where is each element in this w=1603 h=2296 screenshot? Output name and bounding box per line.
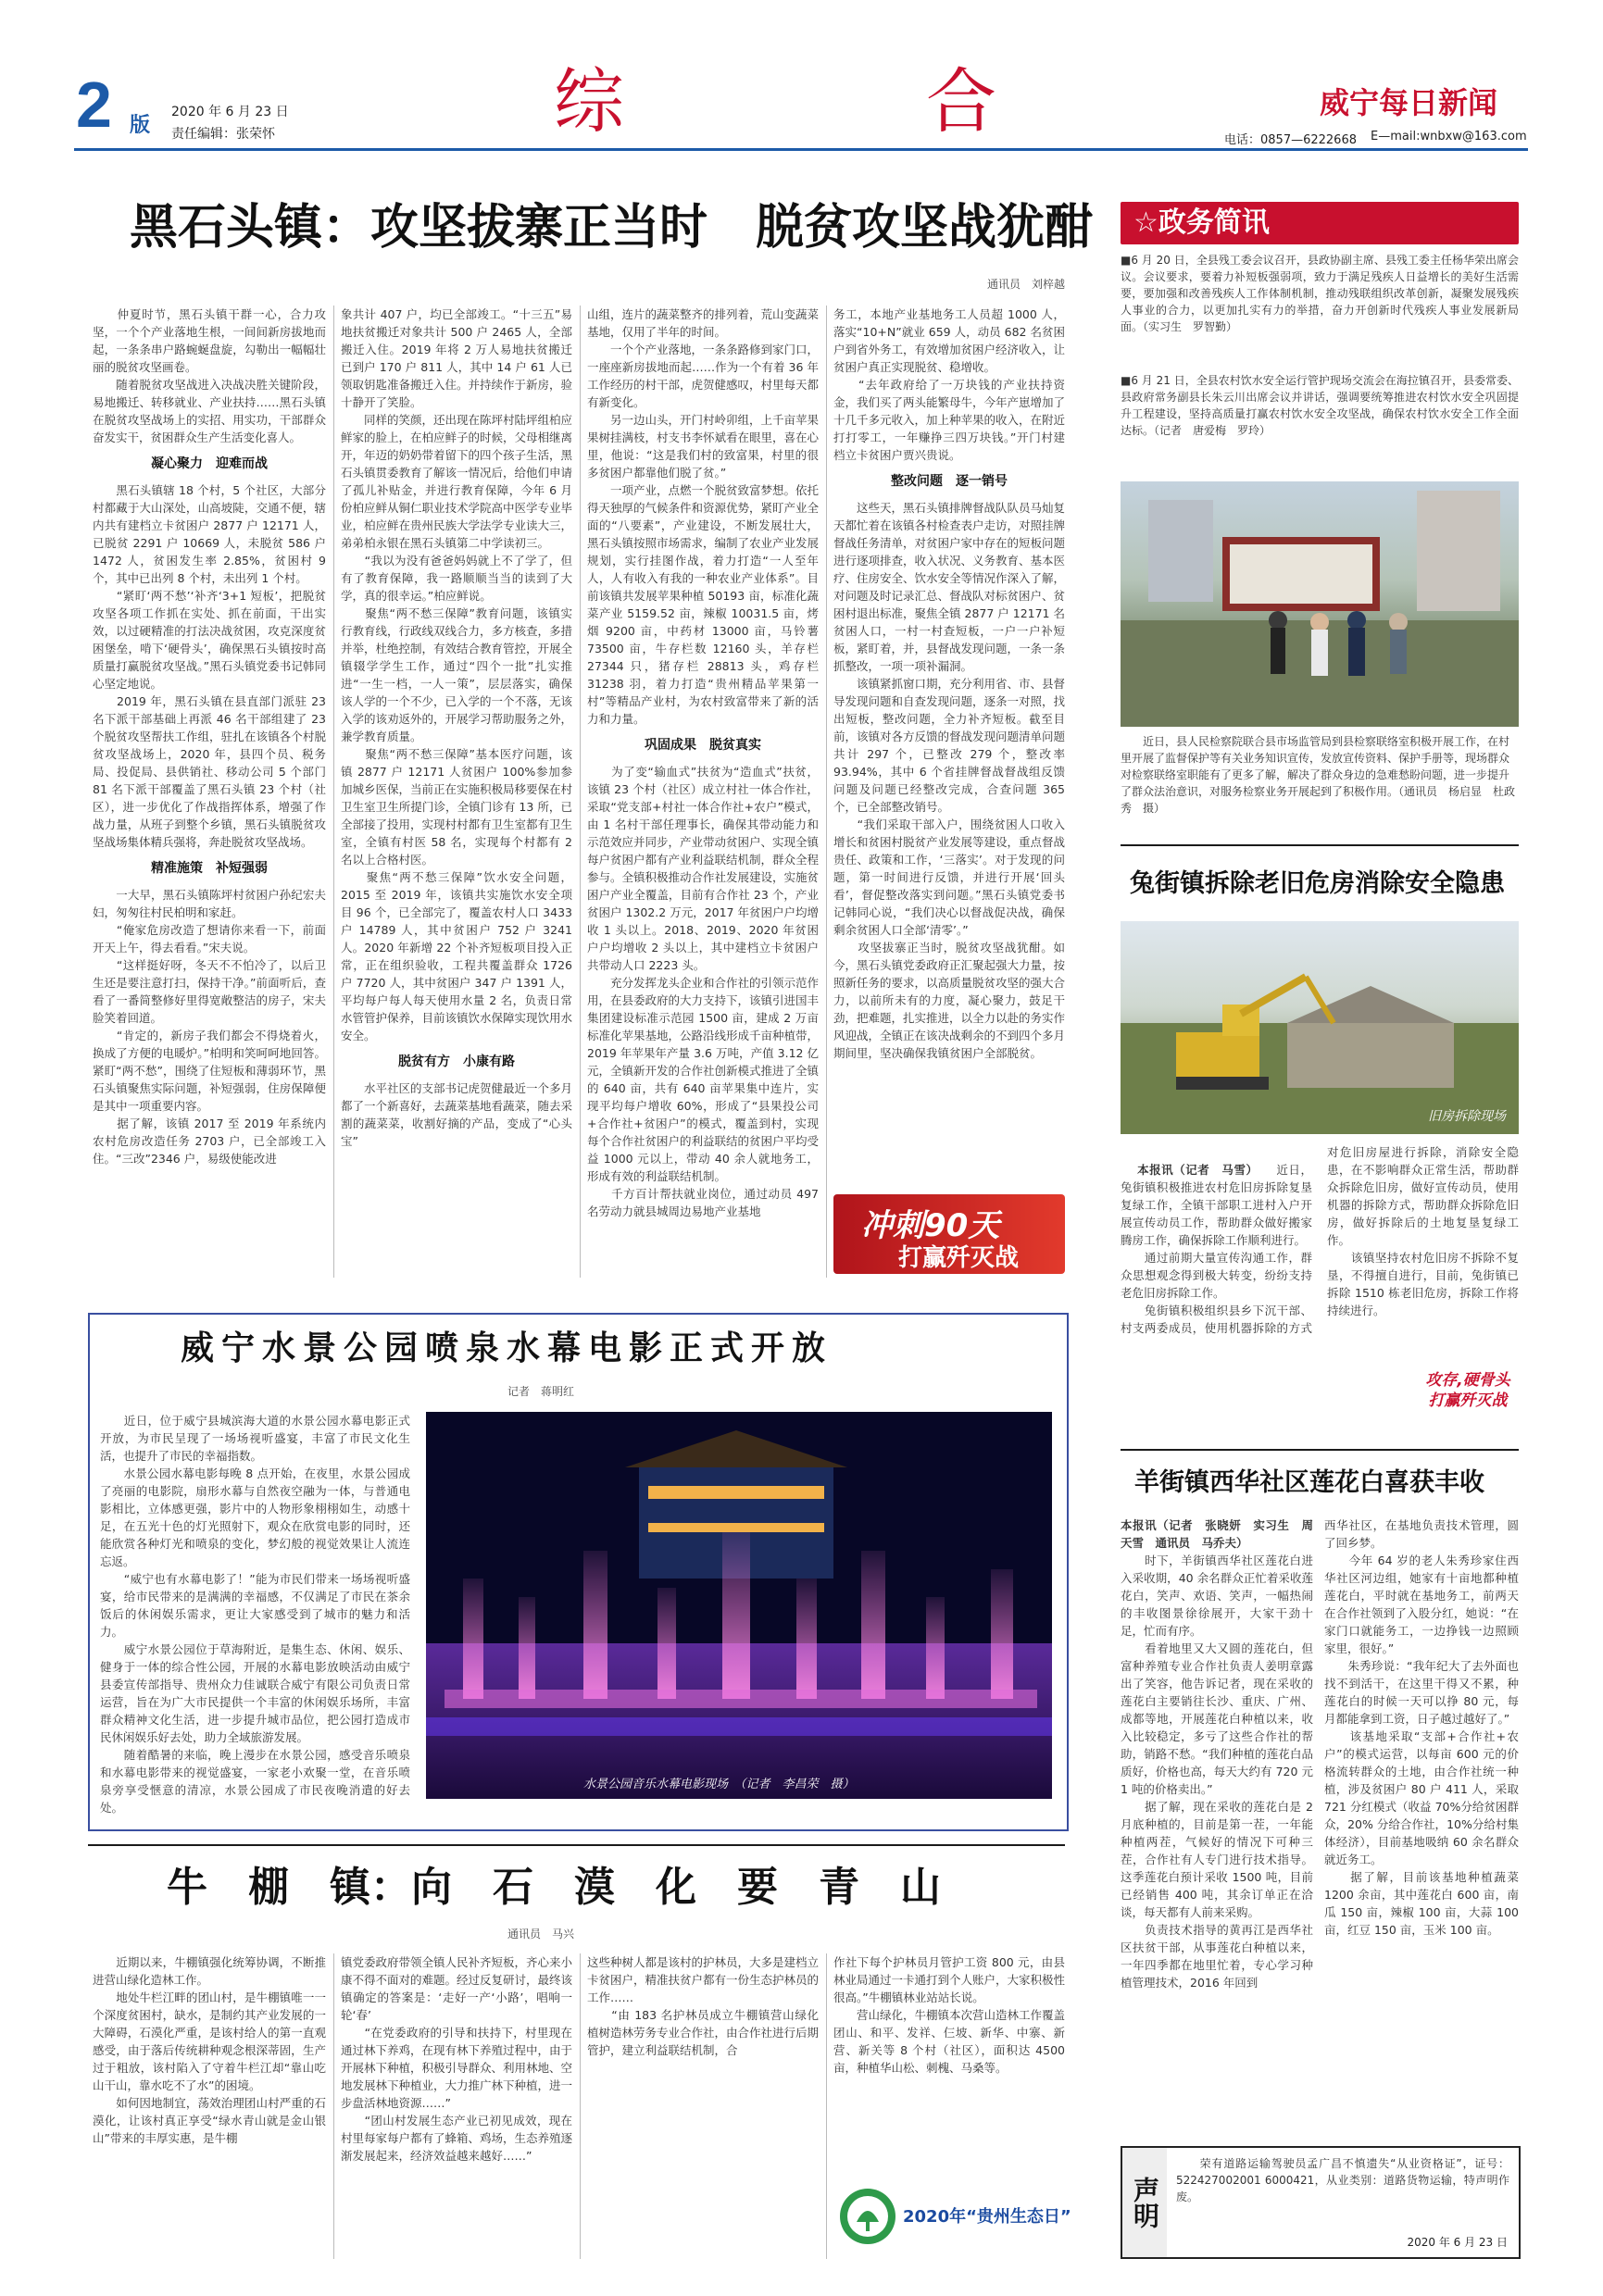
inspection-photo (1121, 481, 1519, 727)
news-brief-header (1121, 202, 1519, 244)
contact-email: E—mail:wnbxw@163.com (1371, 130, 1527, 144)
masthead-rule (74, 148, 1528, 151)
main-col3-tail: 为了变“输血式”扶贫为“造血式”扶贫，该镇 23 个村（社区）成立村社一体合作社，采取“党支部+村社一体合作社+农户”模式，由 1 名村干部任理事长，确保其带动能力和示范效应并同步，产业带动贫困户、实现全镇每户贫困户都有产业利益联结机制，群众全程参与。全镇积极推动合作社发展建设，实施贫困户产业全覆盖，目前有合作社 23 个，产业贫困户 1302.2 万元，2017 年贫困户户均增收 1 头以上。2018、2019、2020 年贫困户户均增收 2 头以上，其中建档立卡贫困户共带动人口 2223 头。 充分发挥龙头企业和合作社的引领示范作用，在县委政府的大力支持下，该镇引进国丰集团建设标准示范园 1500 亩，建成 2 万亩标准化苹果基地，公路沿线形成千亩种植带，2019 年苹果年产量 3.6 万吨，产值 3.12 亿元，全镇新开发的合作社创新模式推进了全镇的 640 亩，共有 640 亩苹果集中连片，实现平均每户增收 60%，形成了“县果投公司+合作社+贫困户”的模式，覆盖到村，实现每个合作社贫困户的利益联结的贫困户平均受益 1000 元以上，带动 40 余人就地务工，形成有效的利益联结机制。 千方百计帮扶就业岗位，通过动员 497 名劳动力就县城周边易地产业基地 (587, 765, 820, 1218)
section-title-left: 综 (554, 60, 624, 143)
banner-line2: 打赢歼灭战 (898, 1244, 1020, 1272)
lotus-headline: 羊街镇西华社区莲花白喜获丰收 (1134, 1468, 1484, 1497)
demolish-headline: 兔街镇拆除老旧危房消除安全隐患 (1130, 869, 1505, 898)
lotus-col-1 (1121, 1516, 1313, 2128)
main-col2-body: 象共计 407 户，均已全部竣工。“十三五”易地扶贫搬迁对象共计 500 户 2465 人，全部搬迁入住。2019 年将 2 万人易地扶贫搬迁已到户 170 户 811 人，其中 14 户 61 人已领取钥匙准备搬迁入住。并持续作于新房，验十静开了笑脸。 同样的笑颜，还出现在陈坪村陆坪组柏应鲜家的脸上，在柏应鲜子的时候，父母相继离开，年迈的奶奶带着留下的四个孩子生活，黑石头镇贯委教育了解该一情况后，给他们申请了孤儿补贴金，并进行教育保障，今年 6 月份柏应鲜从铜仁职业技术学院高中医学专业毕业，柏应鲜在贵州民族大学法学专业读大三，弟弟柏永银在黑石头镇第二中学读初三。 “我以为没有爸爸妈妈就上不了学了，但有了教育保障，我一路顺顺当当的读到了大学，真的很幸运。”柏应鲜说。 聚焦“两不愁三保障”教育问题，该镇实行教育线，行政线双线合力，多方核查，多措并举，杜绝控制，有效结合教育管控，开展全镇辍学学生工作，通过“四个一批”扎实推进“一生一档，一人一策”，层层落实，确保该人学的一个不少，已入学的一个不落，无该入学的该劝返外的，开展学习帮助服务之外，兼学教育质量。 聚焦“两不愁三保障”基本医疗问题，该镇 2877 户 12171 人贫困户 100%参加参加城乡医保，当前正在实施积极局移要保在村卫生室卫生所提门诊，全镇门诊有 13 所，已全部接了投用，实现村村都有卫生室都有卫生室，全镇有村医 58 名，实现每个村都有 2 名以上合格村医。 聚焦“两不愁三保障”饮水安全问题，2015 至 2019 年，该镇共实施饮水安全项目 96 个，已全部完了，覆盖农村人口 3433 户 14789 人，其中贫困户 752 户 3241 人。2020 年新增 22 个补齐短板项目投入正常，正在组织验收，工程共覆盖群众 1726 户 7720 人，其中贫困户 347 户 1391 人，平均每户每人每天使用水量 2 名，负责日常水管管护保养，目前该镇饮水保障实现饮用水安全。 (341, 307, 573, 1042)
main-intro: 仲夏时节，黑石头镇干群一心，合力攻坚，一个个产业落地生根，一间间新房拔地而起，一条条串户路蜿蜒盘旋，勾勒出一幅幅壮丽的脱贫攻坚画卷。 随着脱贫攻坚战进入决战决胜关键阶段，易地搬迁、转移就业、产业扶持……黑石头镇在脱贫攻坚战场上的实招、用实功，干部群众奋发实干，贫困群众生产生活变化喜人。 (93, 307, 326, 444)
niupeng-byline: 通讯员 马兴 (507, 1928, 574, 1940)
contact-phone: 电话：0857—6222668 (1224, 133, 1357, 147)
demolish-text: 近日，兔街镇积极推进农村危旧房拆除复垦复绿工作，全镇干部职工进村入户开展宣传动员工作，帮助群众做好搬家腾房工作，确保拆除工作顺利进行。 通过前期大量宣传沟通工作，群众思想观念得到极大转变，纷纷支持老危旧房拆除工作。 兔街镇积极组织县乡下沉干部、村支两委成员，使用机器拆除的方式对危旧房屋进行拆除，消除安全隐患，在不影响群众正常生活，帮助群众拆除危旧房，做好宣传动员，使用机器的拆除方式，帮助群众拆除危旧房，做好拆除后的土地复垦复绿工作。 该镇坚持农村危旧房不拆除不复垦，不得擅自进行，目前，兔街镇已拆除 1510 栋老旧危房，拆除工作将持续进行。 (1121, 1145, 1519, 1335)
main-col1-tail: 一大早，黑石头镇陈坪村贫困户孙纪宏夫妇，匆匆往村民柏明和家赶。 “俺家危房改造了想请你来看一下，前面开天上午，得去看看。”宋夫说。 “这样挺好呀，冬天不不怕冷了，以后卫生还是要注意打扫，保持干净。”前面听后，查看了一番简整修好里得宽敞整洁的房子，宋夫脸笑着回道。 “肯定的，新房子我们都会不得烧着火，换成了方便的电暖炉。”柏明和笑呵呵地回答。紧盯“两不愁”，围绕了住短板和薄弱环节，黑石头镇聚焦实际问题，补短强弱，住房保障便是其中一项重要内容。 据了解，该镇 2017 至 2019 年系统内农村危房改造任务 2703 户，已全部竣工入住。“三改”2346 户，易级使能改进 (93, 888, 326, 1166)
eco-day-emblem-icon (838, 2187, 897, 2246)
main-sub-3: 脱贫有方 小康有路 (398, 1054, 515, 1069)
section-title-right: 合 (926, 60, 996, 143)
fountain-photo-art (426, 1412, 1052, 1799)
statement-title: 声明 (1122, 2148, 1167, 2257)
sprint-banner (833, 1194, 1065, 1274)
niupeng-col-3: 这些种树人都是该村的护林员，大多是建档立卡贫困户，精准扶贫户都有一份生态护林员的工作…… “由 183 名护林员成立牛棚镇营山绿化植树造林劳务专业合作社，由合作社进行后期管护，建立利益联结机制，合 (587, 1955, 820, 2057)
inspection-photo-caption: 近日，县人民检察院联合县市场监管局到县检察联络室积极开展工作，在村里开展了监督保护等有关业务知识宣传，发放宣传资料、保护手册等，现场群众对检察联络室职能有了更多了解，解决了群众身边的急难愁盼问题，进一步提升了群众法治意识，对服务检察业务开展起到了积极作用。（通讯员 杨启显 杜政秀 摄） (1121, 735, 1516, 815)
niupeng-col-2: 镇党委政府带领全镇人民补齐短板，齐心来小康不得不面对的难题。经过反复研讨，最终该镇确定的答案是：‘走好一产‘小路’，唱响一轮‘春’ “在党委政府的引导和扶持下，村里现在通过林下养鸡，在现有林下养殖过程中，由于开展林下种植，积极引导群众、利用林地、空地发展林下种植业，大力推广林下种植，进一步盘活林地资源……” “团山村发展生态产业已初见成效，现在村里每家每户都有了蜂箱、鸡场，生态养殖逐渐发展起来，经济效益越来越好……” (341, 1955, 573, 2163)
issue-date: 2020 年 6 月 23 日 (171, 105, 289, 119)
demolish-byline: 本报讯（记者 马雪） (1137, 1163, 1253, 1177)
fountain-text: 近日，位于威宁县城滨海大道的水景公园水幕电影正式开放，为市民呈现了一场场视听盛宴，丰富了市民文化生活，也提升了市民的幸福指数。 水景公园水幕电影每晚 8 点开始，在夜里，水景公园成了亮丽的电影院，扇形水幕与自然夜空融为一体，与普通电影相比，立体感更强，影片中的人物形象栩栩如生，动感十足，在五光十色的灯光照射下，观众在欣赏电影的同时，还能欣赏各种灯光和喷泉的变化，梦幻般的视觉效果让人流连忘返。 “威宁也有水幕电影了！”能为市民们带来一场场视听盛宴，给市民带来的是满满的幸福感，不仅满足了市民在茶余饭后的休闲娱乐需求，更让大家感受到了城市的魅力和活力。 威宁水景公园位于草海附近，是集生态、休闲、娱乐、健身于一体的综合性公园，开展的水幕电影放映活动由威宁县委宣传部指导、贵州众力佳诚联合威宁有限公司负责日常运营，旨在为广大市民提供一个丰富的休闲娱乐场所，丰富群众精神文化生活，进一步提升城市品位，把公园打造成市民休闲娱乐好去处，助力全域旅游发展。 随着酷暑的来临，晚上漫步在水景公园，感受音乐喷泉和水幕电影带来的视觉盛宴，一家老小欢聚一堂，在音乐喷泉旁享受惬意的清凉，水景公园成了市民夜晚消遣的好去处。 (100, 1414, 410, 1815)
lotus-byline: 本报讯（记者 张晓妍 实习生 周天雪 通讯员 马乔夫） (1121, 1518, 1313, 1550)
page-unit: 版 (130, 114, 151, 137)
inspection-photo-art (1121, 481, 1519, 727)
main-col-1 (93, 306, 326, 1278)
lotus-col-2 (1324, 1516, 1519, 2128)
main-col3-body: 山组，连片的蔬菜整齐的排列着，荒山变蔬菜基地，仅用了半年的时间。 一个个产业落地，一条条路修到家门口，一座座新房拔地而起……作为一个有着 36 年工作经历的村干部，虎贺健感叹，村里每天都有新变化。 另一边山头，开门村岭卯组，上千亩苹果果树挂满枝，村支书李怀斌看在眼里，喜在心里，他说：“这是我们村的致富果，村里的很多贫困户都靠他们脱了贫。” 一项产业，点燃一个脱贫致富梦想。依托得天独厚的气候条件和资源优势，紧盯产业全面的“八要素”，产业建设，不断发展壮大，黑石头镇按照市场需求，编制了农业产业发展规划，实行挂图作战，着力打造“一人至年人，人有收入有我的一种农业产业体系”。目前该镇共发展苹果种植 50193 亩，标准化蔬菜产业 5159.52 亩，辣椒 10031.5 亩，烤烟 9200 亩，中药材 13000 亩，马铃薯 73500 亩，牛存栏数 12160 头，羊存栏 27344 只，猪存栏 28813 头，鸡存栏 31238 羽，着力打造“贵州精品苹果第一村”等精品产业村，为农村致富带来了新的活力和力量。 (587, 307, 820, 726)
news-brief-item-1: ■6 月 20 日，全县残工委会议召开，县政协副主席、县残工委主任杨华荣出席会议。会议要求，要着力补短板强弱项，致力于满足残疾人日益增长的美好生活需要，要加强和改善残疾人工作体制机制，推动残联组织改革创新，凝聚发展残疾人事业的合力，以更加扎实有力的举措，奋力开创新时代残疾人事业发展新局面。（实习生 罗智勤） (1121, 254, 1519, 333)
news-brief-title: ☆政务简讯 (1133, 206, 1270, 239)
statement-box (1121, 2146, 1521, 2259)
niupeng-col-1: 近期以来，牛棚镇强化统筹协调，不断推进营山绿化造林工作。 地处牛栏江畔的团山村，是牛棚镇唯一一个深度贫困村，缺水，是制约其产业发展的一大障碍，石漠化严重，是该村给人的第一直观感受，由于落后传统耕种观念根深蒂固，生产过于粗放，该村陷入了守着牛栏江却“靠山吃山干山，靠水吃不了水”的困境。 如何因地制宜，荡效治理团山村严重的石漠化，让该村真正享受“绿水青山就是金山银山”带来的丰厚实惠，是牛棚 (93, 1955, 326, 2145)
fountain-byline: 记者 蒋明红 (507, 1385, 574, 1398)
main-col1-body: 黑石头镇辖 18 个村，5 个社区，大部分村都藏于大山深处，山高坡陡，交通不便，辖内共有建档立卡贫困户 2877 户 12171 人，已脱贫 2291 户 10669 人，未脱贫 586 户 1472 人，贫困发生率 2.85%，贫困村 9 个，其中已出列 8 个村，未出列 1 个村。 “紧盯‘两不愁’‘补齐‘3+1 短板’，把脱贫攻坚各项工作抓在实处、抓在前面，干出实效，以过硬精准的打法决战贫困，攻克深度贫困堡垒，啃下‘硬骨头’，确保黑石头镇按时高质量打赢脱贫攻坚战。”黑石头镇党委书记韩同心坚定地说。 2019 年，黑石头镇在县直部门派驻 23 名下派干部基础上再派 46 名干部组建了 23 个脱贫攻坚帮扶工作组，驻扎在该镇各个村脱贫攻坚战场上，2020 年，县四个员、税务局、投促局、县供销社、移动公司 5 个部门 81 名下派干部覆盖了黑石头镇 23 个村（社区），进一步优化了作战指挥体系，增强了作战力量，从班子到整个乡镇，黑石头镇脱贫攻坚战场集体精兵强将，奔赴脱贫攻坚战场。 (93, 483, 326, 849)
masthead (0, 0, 1603, 148)
niupeng-col-4: 作社下每个护林员月管护工资 800 元，由县林业局通过一卡通打到个人账户，大家积极性很高。”牛棚镇林业站站长说。 营山绿化，牛棚镇本次营山造林工作覆盖团山、和平、发祥、仨坡、新华、中寨、新营、新关等 8 个村（社区），面积达 4500 亩，种植华山松、刺槐、马桑等。 (833, 1955, 1066, 2075)
main-sub-5: 整改问题 逐一销号 (891, 474, 1008, 489)
statement-date: 2020 年 6 月 23 日 (1407, 2236, 1508, 2249)
main-sub-1: 凝心聚力 迎难而战 (151, 456, 268, 471)
main-col-4 (833, 306, 1065, 1176)
statement-text: 荣有道路运输驾驶员孟广昌不慎遗失“从业资格证”，证号：522427002001 6000421，从业类别：道路货物运输，特声明作废。 (1176, 2157, 1509, 2203)
main-col-3 (587, 306, 819, 1278)
demolish-stamp: 攻存,硬骨头 打赢歼灭战 (1425, 1371, 1510, 1410)
lotus-col1-text: 时下，羊街镇西华社区莲花白进入采收期，40 余名群众正忙着采收莲花白，笑声、欢语、笑声，一幅热闹的丰收图景徐徐展开，大家干劲十足，忙而有序。 看着地里又大又圆的莲花白，但富种养殖专业合作社负责人姜明章露出了笑容，他告诉记者，现在采收的莲花白主要销往长沙、重庆、广州、成都等地，开展莲花白种植以来，收入比较稳定，多亏了这些合作社的帮助，销路不愁。“我们种植的莲花白品质好，价格也高，每天大约有 720 元 1 吨的价格卖出。” 据了解，现在采收的莲花白是 2 月底种植的，目前是第一茬，一年能种植两茬，气候好的情况下可种三茬，合作社有人专门进行技术指导。这季莲花白预计采收 1500 吨，目前已经销售 400 吨，其余订单正在洽谈，每天都有人前来采购。 负责技术指导的黄再江是西华社区扶贫干部，从事莲花白种植以来，一年四季都在地里忙着，专心学习种植管理技术，2016 年回到 (1121, 1554, 1313, 1990)
main-col2-tail: 水平社区的支部书记虎贺健最近一个多月都了一个新喜好，去蔬菜基地看蔬菜，随去采割的蔬菜菜，收割好摘的产品，变成了“心头宝” (341, 1081, 573, 1148)
demolish-photo-overlay: 旧房拆除现场 (1428, 1109, 1506, 1124)
eco-day-badge (838, 2187, 1071, 2246)
niupeng-headline: 牛 棚 镇：向 石 漠 化 要 青 山 (167, 1864, 941, 1911)
main-col4-body: 务工，本地产业基地务工人员超 1000 人，落实“10+N”就业 659 人，动员 682 名贫困户到省外务工，有效增加贫困户经济收入，让贫困户真正实现脱贫、稳增收。 “去年政府给了一万块钱的产业扶持资金，我们买了两头能繁母牛，今年产崽增加了十几千多元收入，加上种苹果的收入，在附近打打零工，一年赚挣三四万块钱。”开门村建档立卡贫困户贾兴贵说。 (833, 307, 1066, 462)
fountain-headline: 威宁水景公园喷泉水幕电影正式开放 (181, 1329, 833, 1367)
eco-day-text: 2020年“贵州生态日” (903, 2207, 1071, 2227)
main-byline: 通讯员 刘梓越 (986, 278, 1065, 291)
main-sub-4: 巩固成果 脱贫真实 (645, 738, 761, 753)
main-col-2 (341, 306, 572, 1278)
fountain-caption: 水景公园音乐水幕电影现场 （记者 李昌荣 摄） (583, 1778, 855, 1791)
lotus-col2-text: 西华社区，在基地负责技术管理，圆了回乡梦。 今年 64 岁的老人朱秀珍家住西华社区河边组，她家有十亩地都种植莲花白，平时就在基地务工，前两天在合作社领到了入股分红，她说：“在家门口就能务工，一边挣钱一边照顾家里，很好。” 朱秀珍说：“我年纪大了去外面也找不到活干，在这里干得又不累，种莲花白的时候一天可以挣 80 元，每月都能拿到工资，日子越过越好了。” 该基地采取“支部+合作社+农户”的模式运营，以每亩 600 元的价格流转群众的土地，由合作社统一种植，涉及贫困户 80 户 411 人，采取 721 分红模式（收益 70%分给贫困群众，20% 分给合作社，10%分给村集体经济），目前基地吸纳 60 余名群众就近务工。 据了解，目前该基地种植蔬菜 1200 余亩，其中莲花白 600 亩，南瓜 150 亩，辣椒 100 亩，大蒜 100 亩，红豆 150 亩，玉米 100 亩。 (1324, 1518, 1519, 1937)
fountain-photo (426, 1412, 1052, 1799)
main-sub-2: 精准施策 补短强弱 (151, 861, 268, 876)
news-brief-item-2: ■6 月 21 日，全县农村饮水安全运行管护现场交流会在海拉镇召开，县委常委、县政府常务副县长朱云川出席会议并讲话，强调要统筹推进农村饮水安全巩固提升工程建设，坚持高质量打赢农村饮水安全攻坚战，确保农村饮水安全工作全面达标。（记者 唐爱梅 罗玲） (1121, 374, 1519, 437)
page-number: 2 (76, 69, 112, 141)
main-headline: 黑石头镇：攻坚拔寨正当时 脱贫攻坚战犹酣 (130, 200, 1094, 256)
editor-credit: 责任编辑：张荣怀 (171, 127, 275, 142)
banner-line1: 冲刺90天 (861, 1207, 1000, 1244)
paper-name: 威宁每日新闻 (1320, 85, 1498, 120)
demolish-photo-art (1121, 921, 1519, 1134)
demolish-photo (1121, 921, 1519, 1134)
main-col4-tail: 这些天，黑石头镇排牌督战队队员马灿复天都忙着在该镇各村检查表户走访，对照挂牌督战任务清单，对贫困户家中存在的短板问题进行逐项排查，收入状况、义务教育、基本医疗、住房安全、饮水安全等情况作深入了解，对问题及时记录汇总、督战队对标贫困户、贫困村退出标准，聚焦全镇 2877 户 12171 名贫困人口，一村一村查短板，一户一户补短板，紧盯着，并，县督战发现问题，一条一条抓整改，一项一项补漏洞。 该镇紧抓窗口期，充分利用省、市、县督导发现问题和自查发现问题，逐条一对照，找出短板，整改问题，全力补齐短板。截至目前，该镇对各方反馈的督战发现问题清单问题共计 297 个，已整改 279 个，整改率 93.94%，其中 6 个省挂牌督战督战组反馈问题及问题已经整改完成，合查问题 365 个，已全部整改销号。 “我们采取干部入户，围绕贫困人口收入增长和贫困村脱贫产业发展等建设，重点督战贵任、政策和工作，‘三落实’。对于发现的问题，第一时间进行反馈，并进行开展‘回头看’，督促整改落实到问题。”黑石头镇党委书记韩同心说，“我们决心以督战促决战，确保剩余贫困人口全部‘清零’。” 攻坚拔寨正当时，脱贫攻坚战犹酣。如今，黑石头镇党委政府正汇聚起强大力量，按照新任务的要求，以高质量脱贫攻坚的强大合力，以前所未有的力度，凝心聚力，鼓足干劲，把难题，扎实推进，以全力以赴的务实作风迎战，全镇正在该决战剩余的不到四个多月期间里，坚决确保我镇贫困户全部脱贫。 (833, 501, 1066, 1060)
